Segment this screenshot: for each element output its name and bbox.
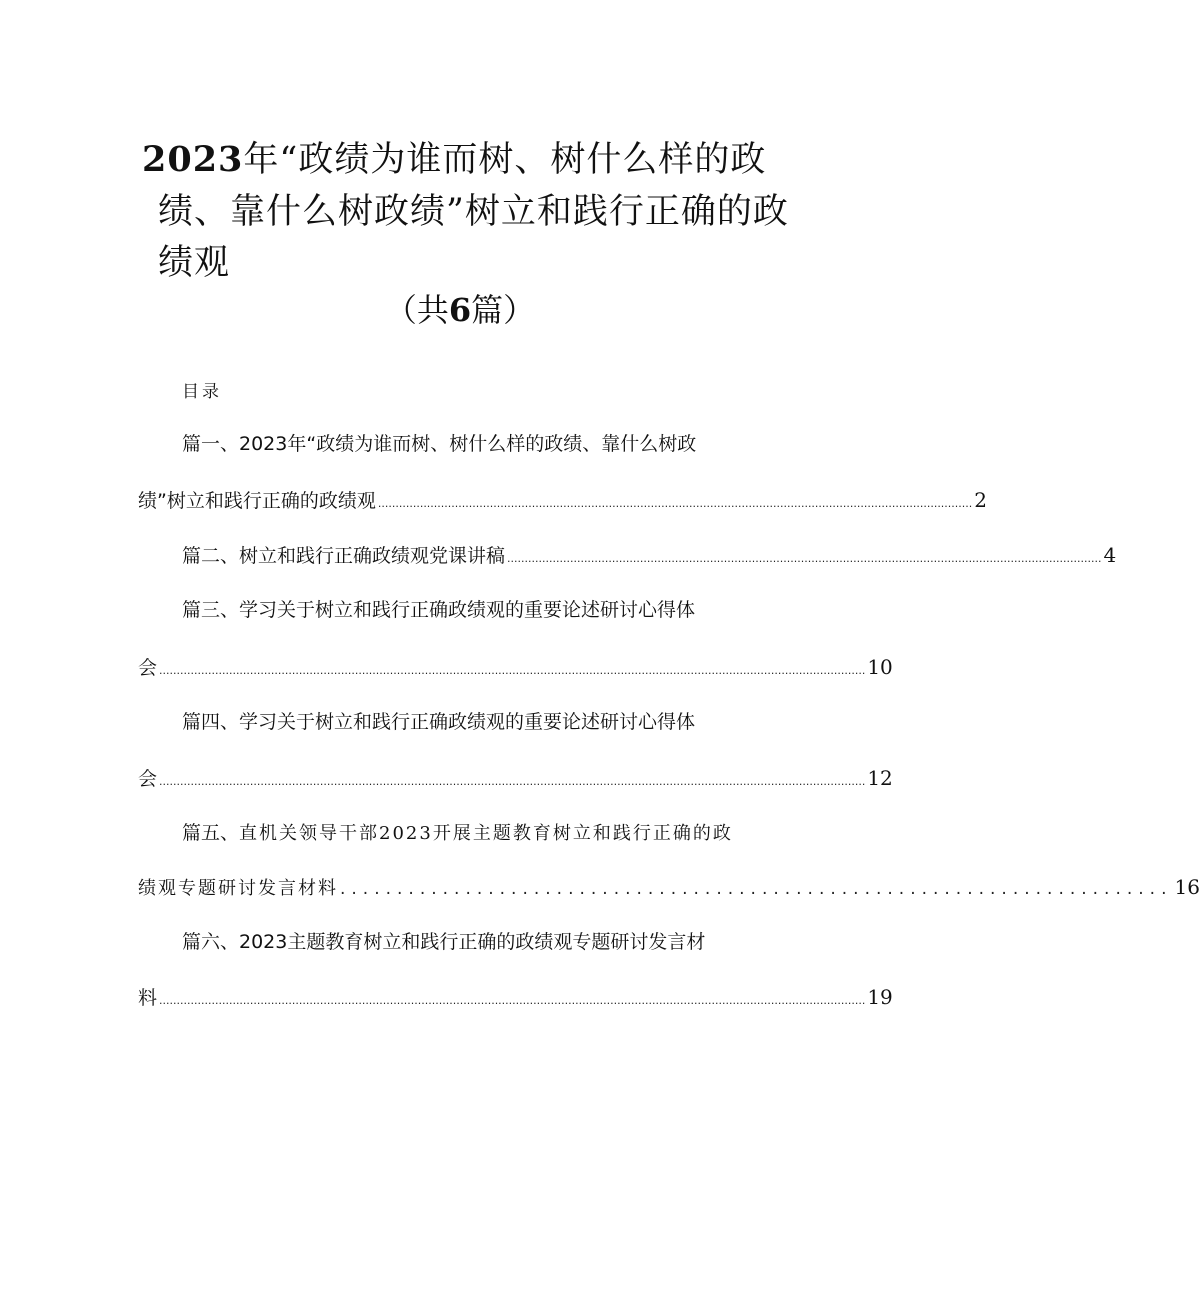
toc-page-number: 19 [867,985,893,1009]
toc-page-number: 16 [1174,875,1200,899]
toc-entry-1-line-2[interactable] [138,488,988,512]
document-title-line-1 [142,138,766,182]
toc-entry-6-line-1[interactable]: 篇六、2023主题教育树立和践行正确的政绩观专题研讨发言材 [182,931,706,953]
toc-entry-5-text-cont: 绩观专题研讨发言材料 [138,878,338,899]
toc-page-number: 4 [1103,543,1117,567]
toc-leader-dots: .......................................................................................................................................................................................................... [159,664,866,677]
document-title-line-3: 绩观 [158,243,231,283]
toc-entry-4-line-2[interactable] [138,766,893,790]
toc-page-number: 12 [867,766,893,790]
toc-entry-2-text: 篇二、树立和践行正确政绩观党课讲稿 [182,545,506,567]
subtitle-open: （共 [384,291,449,329]
toc-entry-5-prefix: 篇五、 [182,822,240,844]
document-subtitle [0,290,920,330]
toc-entry-3-line-2[interactable] [138,655,893,679]
toc-page-number: 2 [974,488,988,512]
toc-entry-5-line-1[interactable] [182,821,733,846]
document-title-line-2: 绩、靠什么树政绩”树立和践行正确的政 [158,192,789,232]
toc-entry-6-text: 料 [138,987,158,1009]
toc-heading: 目录 [182,382,222,402]
toc-page-number: 10 [867,655,893,679]
toc-leader-dots: .......................................................................................................................................................................................................... [159,994,866,1007]
toc-entry-4-text: 会 [138,768,158,790]
subtitle-close: 篇） [471,291,536,329]
toc-entry-5-text: 直机关领导干部2023开展主题教育树立和践行正确的政 [239,823,733,844]
toc-entry-3-text: 会 [138,657,158,679]
toc-entry-4-line-1[interactable]: 篇四、学习关于树立和践行正确政绩观的重要论述研讨心得体 [182,711,696,733]
toc-entry-6-line-2[interactable] [138,985,893,1009]
toc-leader-dots: .......................................................................................................................................................................................................... [159,775,866,788]
toc-leader-dots: .......................................................................................................................................................................... [507,552,1102,565]
toc-entry-1-line-1[interactable]: 篇一、2023年“政绩为谁而树、树什么样的政绩、靠什么树政 [182,433,697,455]
title-line-1-text: 年“政绩为谁而树、树什么样的政 [243,140,767,180]
toc-entry-2[interactable] [182,543,1117,567]
toc-leader-dots: ......................................................................... [340,879,1173,899]
toc-entry-5-line-2[interactable] [138,875,1200,899]
toc-entry-3-line-1[interactable]: 篇三、学习关于树立和践行正确政绩观的重要论述研讨心得体 [182,599,696,621]
toc-leader-dots: .......................................................................................................................................................................... [377,497,973,510]
subtitle-count: 6 [448,291,472,329]
toc-entry-1-text: 绩”树立和践行正确的政绩观 [138,490,376,512]
title-year: 2023 [142,139,244,180]
